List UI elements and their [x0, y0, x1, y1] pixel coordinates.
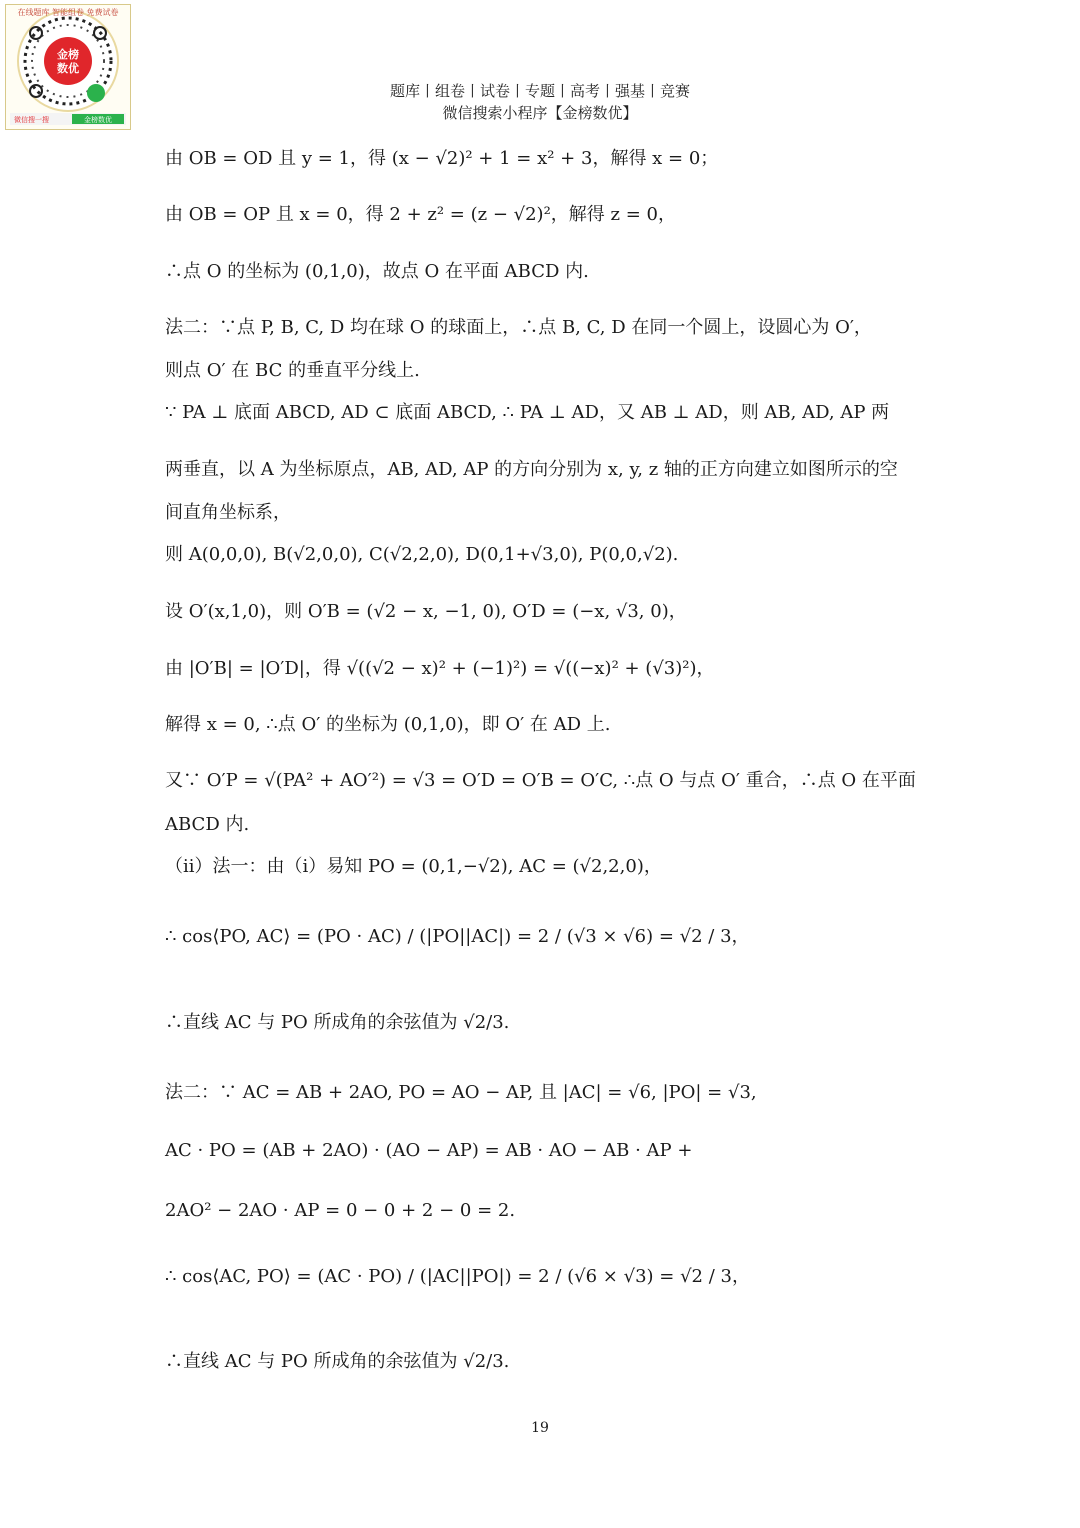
logo-footer-right: 金榜数优 — [84, 116, 112, 124]
solution-line-19: AC · PO = (AB + 2AO) · (AO − AP) = AB · AO − AB · AP + — [165, 1140, 693, 1161]
solution-line-9: 则 A(0,0,0), B(√2,0,0), C(√2,2,0), D(0,1+√3,0), P(0,0,√2). — [165, 544, 679, 565]
solution-line-15: （ii）法一：由（i）易知 PO = (0,1,−√2), AC = (√2,2,0)， — [165, 856, 662, 877]
solution-line-21: ∴ cos⟨AC, PO⟩ = (AC · PO) / (|AC||PO|) = 2 / (√6 × √3) = √2 / 3， — [165, 1266, 750, 1287]
header-nav: 题库丨组卷丨试卷丨专题丨高考丨强基丨竞赛 — [389, 82, 690, 100]
logo-center-line1: 金榜 — [57, 48, 79, 61]
solution-line-8: 间直角坐标系， — [165, 502, 291, 523]
solution-line-3: ∴点 O 的坐标为 (0,1,0)，故点 O 在平面 ABCD 内. — [165, 261, 589, 282]
solution-line-5: 则点 O′ 在 BC 的垂直平分线上. — [165, 360, 420, 381]
solution-line-7: 两垂直，以 A 为坐标原点，AB, AD, AP 的方向分别为 x, y, z 轴的正方向建立如图所示的空 — [165, 459, 898, 480]
solution-line-14: ABCD 内. — [165, 814, 250, 835]
solution-line-12: 解得 x = 0, ∴点 O′ 的坐标为 (0,1,0)，即 O′ 在 AD 上. — [165, 714, 611, 735]
solution-line-11: 由 |O′B| = |O′D|，得 √((√2 − x)² + (−1)²) = √((−x)² + (√3)²)， — [165, 658, 715, 679]
solution-line-22: ∴直线 AC 与 PO 所成角的余弦值为 √2/3. — [165, 1351, 510, 1372]
logo-arc-text: 在线题库 智能组卷 免费试卷 — [17, 8, 119, 17]
header-sub: 微信搜索小程序【金榜数优】 — [442, 104, 638, 122]
solution-line-13: 又∵ O′P = √(PA² + AO′²) = √3 = O′D = O′B = O′C, ∴点 O 与点 O′ 重合，∴点 O 在平面 — [165, 770, 916, 791]
page-number: 19 — [531, 1420, 549, 1436]
solution-line-16: ∴ cos⟨PO, AC⟩ = (PO · AC) / (|PO||AC|) = 2 / (√3 × √6) = √2 / 3， — [165, 926, 750, 947]
solution-line-10: 设 O′(x,1,0)，则 O′B = (√2 − x, −1, 0), O′D = (−x, √3, 0)， — [165, 601, 687, 622]
solution-line-18: 法二：∵ AC = AB + 2AO, PO = AO − AP, 且 |AC| = √6, |PO| = √3, — [165, 1082, 757, 1103]
solution-line-1: 由 OB = OD 且 y = 1，得 (x − √2)² + 1 = x² + 3，解得 x = 0； — [165, 148, 719, 169]
solution-line-20: 2AO² − 2AO · AP = 0 − 0 + 2 − 0 = 2. — [165, 1200, 516, 1221]
solution-line-4: 法二：∵点 P, B, C, D 均在球 O 的球面上，∴点 B, C, D 在同一个圆上，设圆心为 O′， — [165, 317, 872, 338]
solution-line-2: 由 OB = OP 且 x = 0，得 2 + z² = (z − √2)²，解得 z = 0， — [165, 204, 676, 225]
logo-center-line2: 数优 — [57, 62, 79, 75]
solution-line-17: ∴直线 AC 与 PO 所成角的余弦值为 √2/3. — [165, 1012, 510, 1033]
logo-footer-left: 微信搜一搜 — [14, 116, 49, 124]
solution-line-6: ∵ PA ⊥ 底面 ABCD, AD ⊂ 底面 ABCD, ∴ PA ⊥ AD，又 AB ⊥ AD，则 AB, AD, AP 两 — [165, 402, 890, 423]
